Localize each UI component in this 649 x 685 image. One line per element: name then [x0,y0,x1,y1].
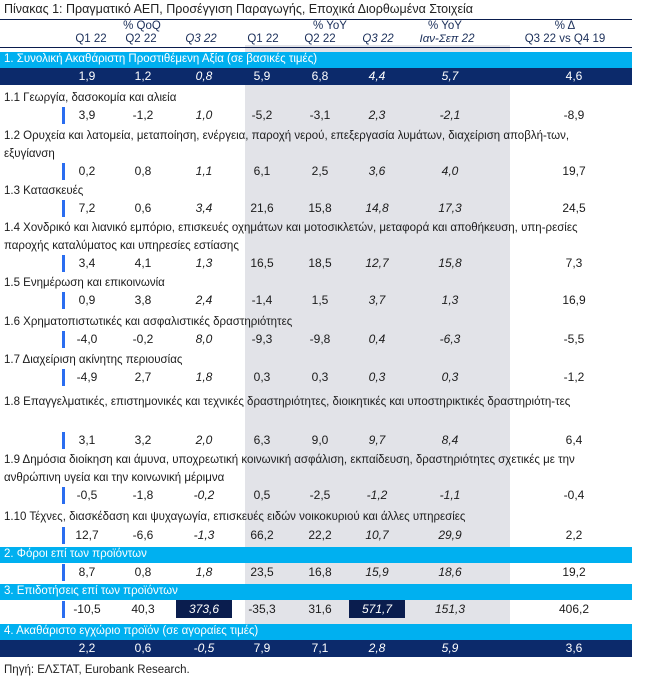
table-cell: 7,3 [565,256,583,270]
table-cell: 18,5 [308,256,332,270]
table-cell: 1,9 [78,69,96,83]
table-cell: -6,3 [439,332,461,346]
table-cell: 2,3 [368,108,386,122]
table-cell: 0,6 [134,641,152,655]
table-cell: 7,1 [311,641,329,655]
table-cell: 0,8 [134,164,152,178]
table-cell: 0,4 [368,332,386,346]
table-cell: -8,9 [563,108,585,122]
table-cell: 12,7 [75,528,99,542]
table-row [0,432,632,449]
table-row [0,255,632,272]
table-cell: 3,9 [78,108,96,122]
table-cell: 3,4 [195,201,213,215]
table-cell: 3,6 [565,641,583,655]
table-cell: -0,5 [193,641,215,655]
table-cell: 16,8 [308,565,332,579]
table-cell: -1,2 [132,108,154,122]
table-cell: 12,7 [365,256,389,270]
table-row [0,564,632,581]
table-cell: 16,9 [562,293,586,307]
section-label: 2. Φόροι επί των προϊόντων [4,548,147,560]
table-row [0,292,632,309]
table-cell: 7,9 [253,641,271,655]
table-cell: 29,9 [438,528,462,542]
table-cell: -10,5 [73,602,101,616]
table-cell: 1,8 [195,370,213,384]
table-cell: 6,3 [253,433,271,447]
table-cell: 19,2 [562,565,586,579]
table-cell: 31,6 [308,602,332,616]
source-note: Πηγή: ΕΛΣΤΑΤ, Eurobank Research. [4,664,190,676]
header-col-q3-vs-q4: Q3 22 vs Q4 19 [524,33,606,45]
table-cell: 10,7 [365,528,389,542]
header-col-q2-qoq: Q2 22 [125,33,157,45]
table-cell: -35,3 [248,602,276,616]
header-col-q3-yoy: Q3 22 [362,33,394,45]
header-col-q3-qoq: Q3 22 [185,33,217,45]
table-cell: -6,6 [132,528,154,542]
row-label: 1.1 Γεωργία, δασοκομία και αλιεία [4,92,177,104]
table-cell: 17,3 [438,201,462,215]
table-cell: -5,2 [251,108,273,122]
table-row [0,107,632,124]
section-label: 3. Επιδοτήσεις επί των προϊόντων [4,585,178,597]
table-cell: 6,1 [253,164,271,178]
header-col-q1-yoy: Q1 22 [247,33,279,45]
table-cell: -5,5 [563,332,585,346]
table-cell: -0,2 [193,488,215,502]
table-cell: 5,9 [441,641,459,655]
row-label: 1.6 Χρηματοπιστωτικές και ασφαλιστικές δραστηριότητες [4,316,293,328]
table-cell: 40,3 [131,602,155,616]
table-cell: 2,8 [368,641,386,655]
table-cell: 1,0 [195,108,213,122]
table-cell: 15,8 [438,256,462,270]
table-cell: 2,5 [311,164,329,178]
table-cell: 0,3 [368,370,386,384]
table-cell: 151,3 [434,602,466,616]
table-cell: 2,2 [78,641,96,655]
table-row [0,68,632,85]
table-cell: 4,1 [134,256,152,270]
table-cell: 0,2 [78,164,96,178]
header-bottom-rule [0,47,632,48]
section-header [0,547,632,563]
table-cell: 18,6 [438,565,462,579]
table-cell: -4,9 [76,370,98,384]
table-cell: -2,1 [439,108,461,122]
table-cell: 0,6 [134,201,152,215]
table-cell: 3,2 [134,433,152,447]
table-cell: 6,4 [565,433,583,447]
table-cell: -1,2 [563,370,585,384]
table-cell: 4,4 [368,69,386,83]
table-cell: 3,8 [134,293,152,307]
table-row [0,331,632,348]
section-label: 4. Ακαθάριστο εγχώριο προϊόν (σε αγοραίες τιμές) [4,625,259,637]
table-cell: 0,8 [134,565,152,579]
table-cell: -1,2 [366,488,388,502]
header-group-qoq: % QoQ [123,20,161,32]
table-title: Πίνακας 1: Πραγματικό ΑΕΠ, Προσέγγιση Παραγωγής, Εποχικά Διορθωμένα Στοιχεία [4,2,474,16]
table-cell: 22,2 [308,528,332,542]
table-cell: -0,5 [76,488,98,502]
table-cell: 1,3 [195,256,213,270]
header-group-delta: % Δ [554,20,576,32]
table-row [0,487,632,504]
table-cell: 1,2 [134,69,152,83]
table-cell: 8,0 [195,332,213,346]
row-label: 1.7 Διαχείριση ακίνητης περιουσίας [4,354,183,366]
table-cell: -1,8 [132,488,154,502]
table-cell: -0,2 [132,332,154,346]
table-cell: -9,3 [251,332,273,346]
table-cell: 21,6 [250,201,274,215]
table-cell: 1,5 [311,293,329,307]
table-cell: 1,3 [441,293,459,307]
row-label: 1.2 Ορυχεία και λατομεία, μεταποίηση, ενέργεια, παροχή νερού, επεξεργασία λυμάτων, διαχείριση αποβλή-των, εξυγίανση [4,130,570,160]
row-label: 1.4 Χονδρικό και λιανικό εμπόριο, επισκευές οχημάτων και μοτοσικλετών, μεταφορά και αποθήκευση, υπη-ρεσίες παροχής καταλύματος και υπηρεσίες εστίασης [4,222,578,252]
table-cell: 0,3 [253,370,271,384]
table-cell: 571,7 [349,600,405,618]
table-cell: 4,6 [565,69,583,83]
header-col-ytd: Ιαν-Σεπ 22 [419,33,475,45]
table-cell: 5,9 [253,69,271,83]
table-cell: 14,8 [365,201,389,215]
row-label: 1.8 Επαγγελματικές, επιστημονικές και τεχνικές δραστηριότητες, διοικητικές και υποστηρικτικές δραστηριότη-τες [4,396,571,408]
section-header [0,624,632,640]
header-group-yoy: % YoY [313,20,347,32]
row-label: 1.5 Ενημέρωση και επικοινωνία [4,277,165,289]
table-cell: 15,8 [308,201,332,215]
table-cell: 373,6 [176,600,232,618]
table-cell: 3,1 [78,433,96,447]
section-header [0,52,632,68]
table-cell: 6,8 [311,69,329,83]
header-col-q1-qoq: Q1 22 [75,33,107,45]
row-label: 1.9 Δημόσια διοίκηση και άμυνα, υποχρεωτική κοινωνική ασφάλιση, εκπαίδευση, δραστηριότητες σχετικές με την ανθρώπινη υγεία και την κοινωνική μέριμνα [4,454,575,484]
table-cell: 2,4 [195,293,213,307]
section-header [0,584,632,600]
table-cell: -3,1 [309,108,331,122]
table-cell: 8,7 [78,565,96,579]
table-cell: 0,3 [311,370,329,384]
table-cell: 5,7 [441,69,459,83]
header-col-q2-yoy: Q2 22 [304,33,336,45]
table-cell: 7,2 [78,201,96,215]
table-row [0,601,632,618]
table-cell: 406,2 [558,602,590,616]
table-row [0,640,632,657]
table-cell: 16,5 [250,256,274,270]
table-cell: 4,0 [441,164,459,178]
table-cell: -9,8 [309,332,331,346]
table-cell: 8,4 [441,433,459,447]
table-cell: -2,5 [309,488,331,502]
table-cell: 23,5 [250,565,274,579]
header-group-yoy-ytd: % YoY [428,20,462,32]
table-cell: 3,6 [368,164,386,178]
table-cell: 24,5 [562,201,586,215]
table-cell: 15,9 [365,565,389,579]
row-label: 1.10 Τέχνες, διασκέδαση και ψυχαγωγία, επισκευές ειδών νοικοκυριού και άλλες υπηρεσίες [4,511,466,523]
table-cell: 1,1 [195,164,213,178]
table-cell: 0,3 [441,370,459,384]
table-cell: 2,2 [565,528,583,542]
table-cell: 1,8 [195,565,213,579]
table-cell: 2,0 [195,433,213,447]
table-cell: 66,2 [250,528,274,542]
table-cell: -4,0 [76,332,98,346]
table-cell: -1,3 [193,528,215,542]
table-cell: 9,0 [311,433,329,447]
table-row [0,163,632,180]
table-cell: 0,8 [195,69,213,83]
table-cell: -1,4 [251,293,273,307]
section-label: 1. Συνολική Ακαθάριστη Προστιθέμενη Αξία (σε βασικές τιμές) [4,53,318,65]
table-cell: -1,1 [439,488,461,502]
table-row [0,527,632,544]
table-cell: 19,7 [562,164,586,178]
table-row [0,200,632,217]
table-cell: 3,4 [78,256,96,270]
table-cell: 9,7 [368,433,386,447]
table-cell: 3,7 [368,293,386,307]
table-cell: -0,4 [563,488,585,502]
table-row [0,369,632,386]
table-cell: 0,5 [253,488,271,502]
table-cell: 2,7 [134,370,152,384]
row-label: 1.3 Κατασκευές [4,185,84,197]
table-cell: 0,9 [78,293,96,307]
